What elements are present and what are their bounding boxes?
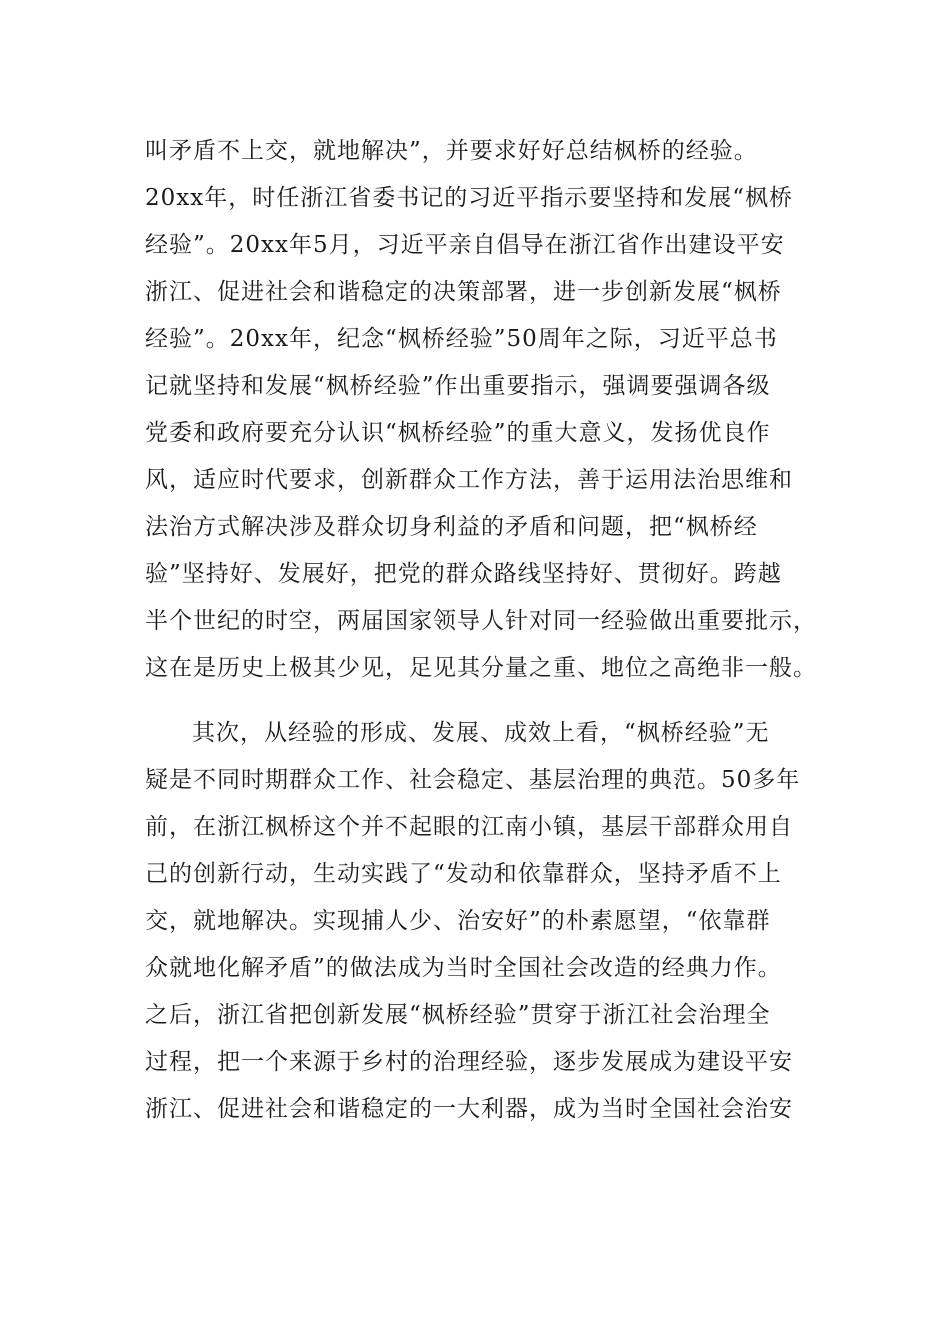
text-line: 己的创新行动，生动实践了“发动和依靠群众，坚持矛盾不上: [145, 861, 782, 887]
text-line: 叫矛盾不上交，就地解决”，并要求好好总结枫桥的经验。: [145, 138, 758, 164]
text-line: 交，就地解决。实现捕人少、治安好”的朴素愿望，“依靠群: [145, 908, 771, 934]
text-line: 众就地化解矛盾”的做法成为当时全国社会改造的经典力作。: [145, 955, 782, 981]
text-line: 疑是不同时期群众工作、社会稳定、基层治理的典范。50多年: [145, 767, 801, 793]
text-line: 过程，把一个来源于乡村的治理经验，逐步发展成为建设平安: [145, 1049, 793, 1075]
text-line: 法治方式解决涉及群众切身利益的矛盾和问题，把“枫桥经: [145, 514, 758, 540]
text-line: 浙江、促进社会和谐稳定的一大利器，成为当时全国社会治安: [145, 1096, 793, 1122]
paragraph-first-line: 其次，从经验的形成、发展、成效上看，“枫桥经验”无: [192, 720, 770, 746]
text-line: 之后，浙江省把创新发展“枫桥经验”贯穿于浙江社会治理全: [145, 1002, 771, 1028]
text-line: 浙江、促进社会和谐稳定的决策部署，进一步创新发展“枫桥: [145, 279, 782, 305]
text-line: 记就坚持和发展“枫桥经验”作出重要指示，强调要强调各级: [145, 373, 771, 399]
text-line: 20xx年，时任浙江省委书记的习近平指示要坚持和发展“枫桥: [145, 185, 793, 211]
text-line: 党委和政府要充分认识“枫桥经验”的重大意义，发扬优良作: [145, 420, 771, 446]
text-line: 验”坚持好、发展好，把党的群众路线坚持好、贯彻好。跨越: [145, 561, 782, 587]
text-line: 这在是历史上极其少见，足见其分量之重、地位之高绝非一般。: [145, 655, 817, 681]
text-line: 前，在浙江枫桥这个并不起眼的江南小镇，基层干部群众用自: [145, 814, 793, 840]
text-line: 经验”。20xx年，纪念“枫桥经验”50周年之际，习近平总书: [145, 326, 778, 352]
text-line: 经验”。20xx年5月，习近平亲自倡导在浙江省作出建设平安: [145, 232, 785, 258]
text-line: 半个世纪的时空，两届国家领导人针对同一经验做出重要批示，: [145, 608, 817, 634]
text-line: 风，适应时代要求，创新群众工作方法，善于运用法治思维和: [145, 467, 793, 493]
